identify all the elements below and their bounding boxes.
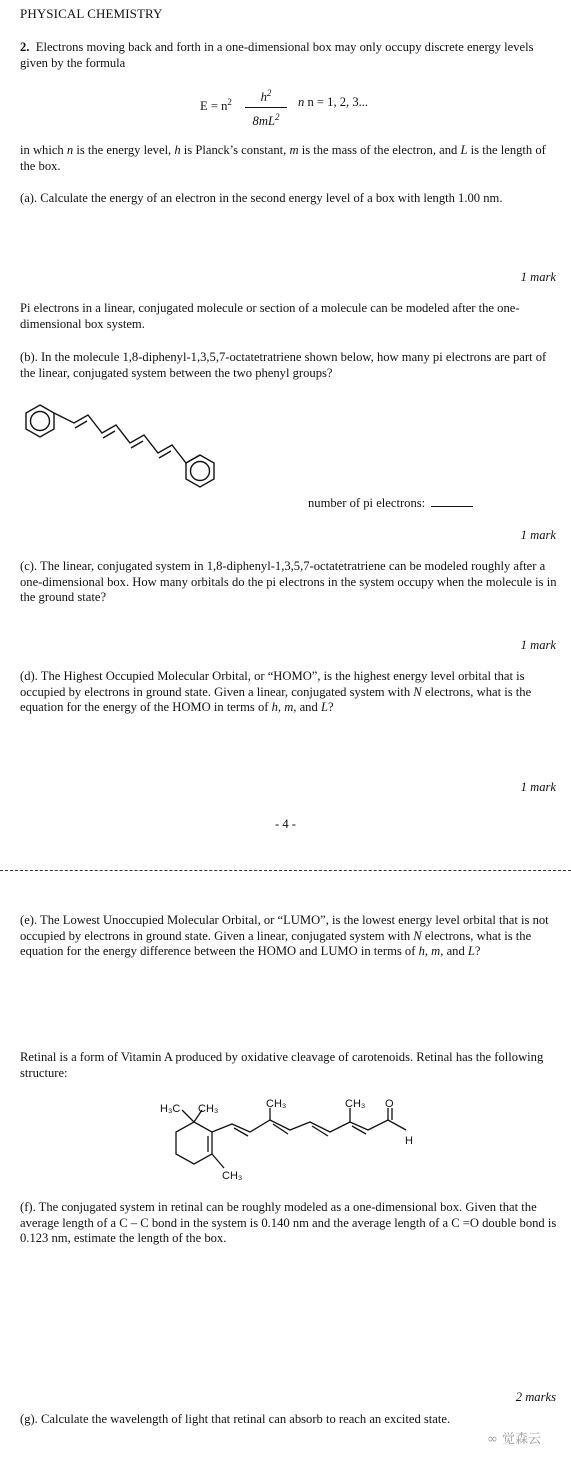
label-hydrogen: H bbox=[405, 1135, 413, 1147]
page-number: - 4 - bbox=[275, 817, 296, 831]
phenyl-ring-right-aromatic bbox=[191, 462, 210, 481]
page-break-divider bbox=[0, 870, 571, 871]
mark-d: 1 mark bbox=[520, 780, 556, 794]
formula-lhs: $E = n^2$ bbox=[200, 97, 232, 114]
q2-definitions: in which n is the energy level, h is Planck’s constant, m is the mass of the electron, and L is the length of the box. bbox=[20, 143, 546, 173]
energy-formula bbox=[200, 86, 460, 126]
formula-fraction bbox=[245, 86, 287, 129]
diphenyl-octatetraene-structure bbox=[18, 395, 228, 505]
answer-blank[interactable] bbox=[431, 496, 473, 507]
label-oxygen: O bbox=[385, 1098, 394, 1110]
formula-n-text: n = 1, 2, 3... bbox=[307, 95, 369, 109]
formula-lhs-text: E = n bbox=[200, 99, 228, 114]
pi-intro: Pi electrons in a linear, conjugated molecule or section of a molecule can be modeled after the one-dimensional box system. bbox=[20, 301, 520, 331]
polyene-chain bbox=[54, 413, 200, 463]
q2-intro bbox=[20, 40, 558, 71]
mark-a: 1 mark bbox=[520, 270, 556, 284]
label-ch3-a: CH₃ bbox=[198, 1103, 219, 1115]
q2-intro-text: Electrons moving back and forth in a one-dimensional box may only occupy discrete energy levels given by the formula bbox=[20, 40, 534, 70]
mark-b: 1 mark bbox=[520, 528, 556, 542]
label-ch3-d: CH₃ bbox=[222, 1170, 243, 1182]
mark-f: 2 marks bbox=[515, 1390, 556, 1404]
q2-number: 2. bbox=[20, 40, 30, 54]
question-b: (b). In the molecule 1,8-diphenyl-1,3,5,7-octatetratriene shown below, how many pi electrons are part of the linear, conjugated system between the two phenyl groups? bbox=[20, 350, 547, 380]
page-header: PHYSICAL CHEMISTRY bbox=[20, 6, 163, 21]
retinal-ring bbox=[176, 1122, 212, 1164]
retinal-intro: Retinal is a form of Vitamin A produced by oxidative cleavage of carotenoids. Retinal has the following structure: bbox=[20, 1050, 544, 1080]
retinal-chain bbox=[212, 1120, 406, 1132]
question-g: (g). Calculate the wavelength of light that retinal can absorb to reach an excited state. bbox=[20, 1412, 451, 1426]
formula-denominator: $8mL^2$ bbox=[252, 111, 280, 128]
question-e: (e). The Lowest Unoccupied Molecular Orbital, or “LUMO”, is the lowest energy level orbital that is not occupied by electrons in ground state. Given a linear, conjugated system with N electrons, what is the equation for the energy difference between the HOMO and LUMO in terms of h, m, and L? bbox=[20, 913, 549, 958]
question-a: (a). Calculate the energy of an electron in the second energy level of a box with length 1.00 nm. bbox=[20, 191, 503, 205]
formula-n-values: n n = 1, 2, 3... bbox=[298, 95, 369, 109]
watermark: ∞ 觉森云 bbox=[487, 1432, 541, 1447]
mark-c: 1 mark bbox=[520, 638, 556, 652]
formula-numerator: $h^2$ bbox=[245, 86, 287, 108]
question-d: (d). The Highest Occupied Molecular Orbital, or “HOMO”, is the highest energy level orbital that is occupied by electrons in ground state. Given a linear, conjugated system with N electrons, what is the equation for the energy of the HOMO in terms of h, m, and L? bbox=[20, 669, 532, 714]
question-f: (f). The conjugated system in retinal can be roughly modeled as a one-dimensional box. Given that the average length of a C – C bond in the system is 0.140 nm and the average length of a C =O double bond is 0.123 nm, estimate the length of the box. bbox=[20, 1200, 557, 1245]
phenyl-ring-left-aromatic bbox=[31, 412, 50, 431]
question-c: (c). The linear, conjugated system in 1,8-diphenyl-1,3,5,7-octatetratriene can be modeled roughly after a one-dimensional box. How many orbitals do the pi electrons in the system occupy when the molecule is in the ground state? bbox=[20, 559, 557, 604]
label-ch3-b: CH₃ bbox=[266, 1098, 287, 1110]
label-h3c: H₃C bbox=[160, 1103, 181, 1115]
pi-electrons-answer: number of pi electrons: bbox=[308, 496, 473, 512]
retinal-structure bbox=[150, 1092, 430, 1187]
label-ch3-c: CH₃ bbox=[345, 1098, 366, 1110]
